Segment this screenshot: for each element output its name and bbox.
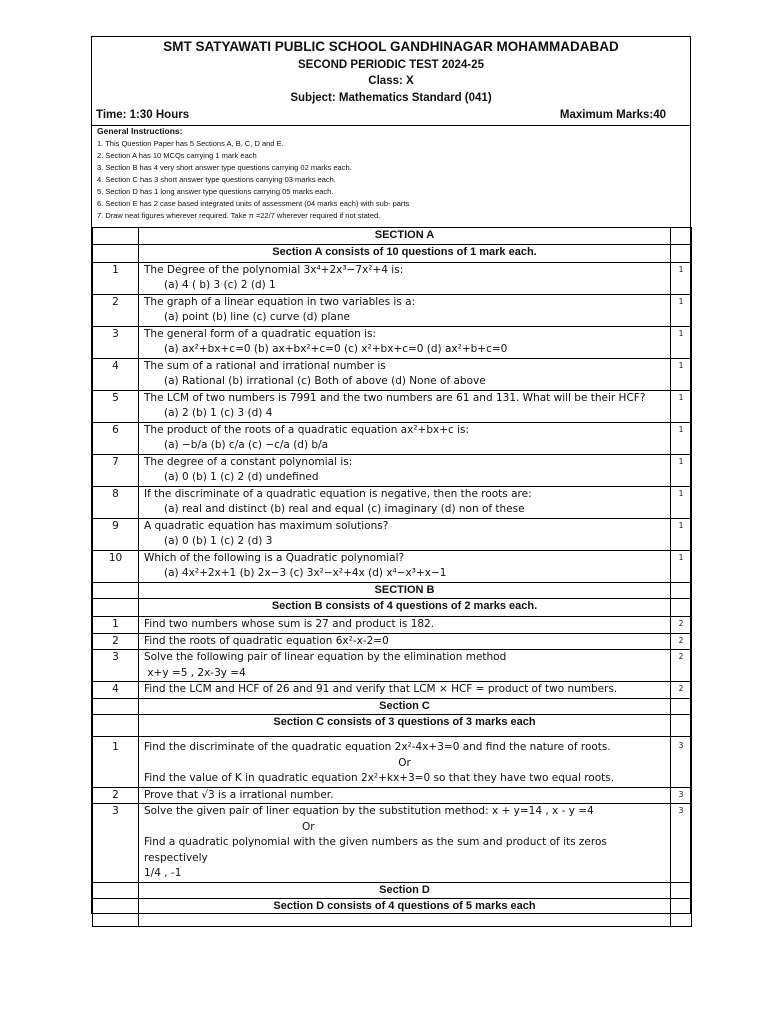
question-number: 7 [93,454,139,486]
instruction-item: 4. Section C has 3 short answer type questions carrying 03 marks each. [97,175,336,184]
question-options: (a) ax²+bx+c=0 (b) ax+bx²+c=0 (c) x²+bx+c=0 (d) ax²+b+c=0 [164,343,508,355]
marks: 1 [671,550,692,582]
question-number: 1 [93,262,139,294]
question-options: (a) 0 (b) 1 (c) 2 (d) undefined [164,471,319,483]
marks: 2 [671,682,692,699]
instructions-title: General Instructions: [97,126,183,136]
question-number: 10 [93,550,139,582]
marks: 3 [671,787,692,804]
question-number: 3 [93,650,139,682]
section-d-header [93,882,692,899]
question-number: 4 [93,358,139,390]
question-options: (a) 4x²+2x+1 (b) 2x−3 (c) 3x²−x²+4x (d) x⁴−x³+x−1 [164,567,447,579]
question-paper [91,36,691,914]
question-number: 6 [93,422,139,454]
question-options: (a) 0 (b) 1 (c) 2 (d) 3 [164,535,273,547]
question-row [93,486,692,518]
question-row [93,633,692,650]
section-d-subtitle-row [93,899,692,927]
question-options: (a) real and distinct (b) real and equal (c) imaginary (d) non of these [164,503,525,515]
instruction-item: 1. This Question Paper has 5 Sections A, B, C, D and E. [97,139,284,148]
instruction-item: 5. Section D has 1 long answer type questions carrying 05 marks each. [97,187,334,196]
question-text: Which of the following is a Quadratic polynomial? [144,551,405,564]
question-alt-text: Find a quadratic polynomial with the given numbers as the sum and product of its zeros respectively [144,836,607,864]
question-number: 2 [93,633,139,650]
question-options: (a) −b/a (b) c/a (c) −c/a (d) b/a [164,439,329,451]
section-subtitle: Section C consists of 3 questions of 3 marks each [139,715,671,737]
question-number: 5 [93,390,139,422]
school-name: SMT SATYAWATI PUBLIC SCHOOL GANDHINAGAR MOHAMMADABAD [163,39,619,54]
marks: 2 [671,617,692,634]
question-alt-text: Find the value of K in quadratic equation 2x²+kx+3=0 so that they have two equal roots. [144,772,615,784]
question-text: Find two numbers whose sum is 27 and product is 182. [139,617,671,634]
question-row [93,518,692,550]
marks: 1 [671,326,692,358]
question-text: Solve the given pair of liner equation by the substitution method: x + y=14 , x - y =4 [144,805,594,817]
section-c-subtitle-row [93,715,692,737]
marks: 2 [671,633,692,650]
question-row [93,550,692,582]
section-title: SECTION B [139,582,671,599]
question-text: The general form of a quadratic equation is: [144,327,377,340]
question-number: 1 [93,737,139,788]
section-subtitle: Section A consists of 10 questions of 1 mark each. [139,244,671,262]
question-text: The LCM of two numbers is 7991 and the two numbers are 61 and 131. What will be their HCF? [144,391,646,404]
question-row [93,787,692,804]
question-options: (a) 4 ( b) 3 (c) 2 (d) 1 [164,279,276,291]
question-row [93,737,692,788]
question-options: (a) point (b) line (c) curve (d) plane [164,311,350,323]
question-alt-values: 1/4 , -1 [144,867,182,879]
question-text: Prove that √3 is a irrational number. [139,787,671,804]
section-a-subtitle-row [93,244,692,262]
section-a-header [93,228,692,245]
marks: 1 [671,486,692,518]
section-b-header [93,582,692,599]
class-label: Class: X [368,75,414,87]
section-title: Section D [139,882,671,899]
question-text: The graph of a linear equation in two variables is a: [144,295,416,308]
subject-label: Subject: Mathematics Standard (041) [290,92,492,104]
question-number: 9 [93,518,139,550]
section-c-header [93,698,692,715]
marks: 1 [671,390,692,422]
question-row [93,294,692,326]
marks: 1 [671,422,692,454]
questions-table [92,227,692,927]
instruction-item: 7. Draw neat figures wherever required. Take π =22/7 wherever required if not stated. [97,211,381,220]
question-row [93,326,692,358]
section-b-subtitle-row [93,599,692,617]
question-text: The sum of a rational and irrational number is [144,359,386,372]
marks: 1 [671,518,692,550]
question-options: (a) 2 (b) 1 (c) 3 (d) 4 [164,407,273,419]
question-text: If the discriminate of a quadratic equation is negative, then the roots are: [144,487,532,500]
question-number: 3 [93,804,139,883]
time-marks-row [96,109,666,125]
section-title: SECTION A [139,228,671,245]
question-number: 2 [93,294,139,326]
question-row [93,422,692,454]
question-number: 8 [93,486,139,518]
question-text: Find the discriminate of the quadratic equation 2x²-4x+3=0 and find the nature of roots. [144,741,611,753]
question-equations: x+y =5 , 2x-3y =4 [144,666,246,679]
section-title: Section C [139,698,671,715]
question-row [93,617,692,634]
question-row [93,390,692,422]
marks: 2 [671,650,692,682]
question-options: (a) Rational (b) irrational (c) Both of above (d) None of above [164,375,486,387]
instruction-item: 6. Section E has 2 case based integrated units of assessment (04 marks each) with sub- parts [97,199,410,208]
question-row [93,262,692,294]
general-instructions [97,126,687,222]
marks: 1 [671,358,692,390]
marks: 1 [671,454,692,486]
question-row [93,682,692,699]
question-row [93,454,692,486]
test-title: SECOND PERIODIC TEST 2024-25 [298,59,484,71]
question-number: 4 [93,682,139,699]
time-label: Time: 1:30 Hours [96,109,190,121]
marks: 1 [671,262,692,294]
question-number: 2 [93,787,139,804]
question-row [93,650,692,682]
question-text: Find the roots of quadratic equation 6x²-x-2=0 [139,633,671,650]
marks: 3 [671,804,692,883]
section-subtitle: Section B consists of 4 questions of 2 marks each. [139,599,671,617]
marks: 3 [671,737,692,788]
question-text: Find the LCM and HCF of 26 and 91 and verify that LCM × HCF = product of two numbers. [139,682,671,699]
or-label: Or [398,756,411,769]
question-number: 1 [93,617,139,634]
instruction-item: 2. Section A has 10 MCQs carrying 1 mark each [97,151,257,160]
instruction-item: 3. Section B has 4 very short answer type questions carrying 02 marks each. [97,163,352,172]
question-text: The degree of a constant polynomial is: [144,455,353,468]
or-label: Or [302,820,315,833]
question-text: The Degree of the polynomial 3x⁴+2x³−7x²+4 is: [144,263,404,276]
question-text: The product of the roots of a quadratic equation ax²+bx+c is: [144,423,470,436]
question-text: A quadratic equation has maximum solutions? [144,519,389,532]
question-text: Solve the following pair of linear equation by the elimination method [144,651,507,663]
question-number: 3 [93,326,139,358]
section-subtitle: Section D consists of 4 questions of 5 marks each [139,899,671,927]
question-row [93,804,692,883]
marks: 1 [671,294,692,326]
question-row [93,358,692,390]
max-marks-label: Maximum Marks:40 [559,109,666,121]
